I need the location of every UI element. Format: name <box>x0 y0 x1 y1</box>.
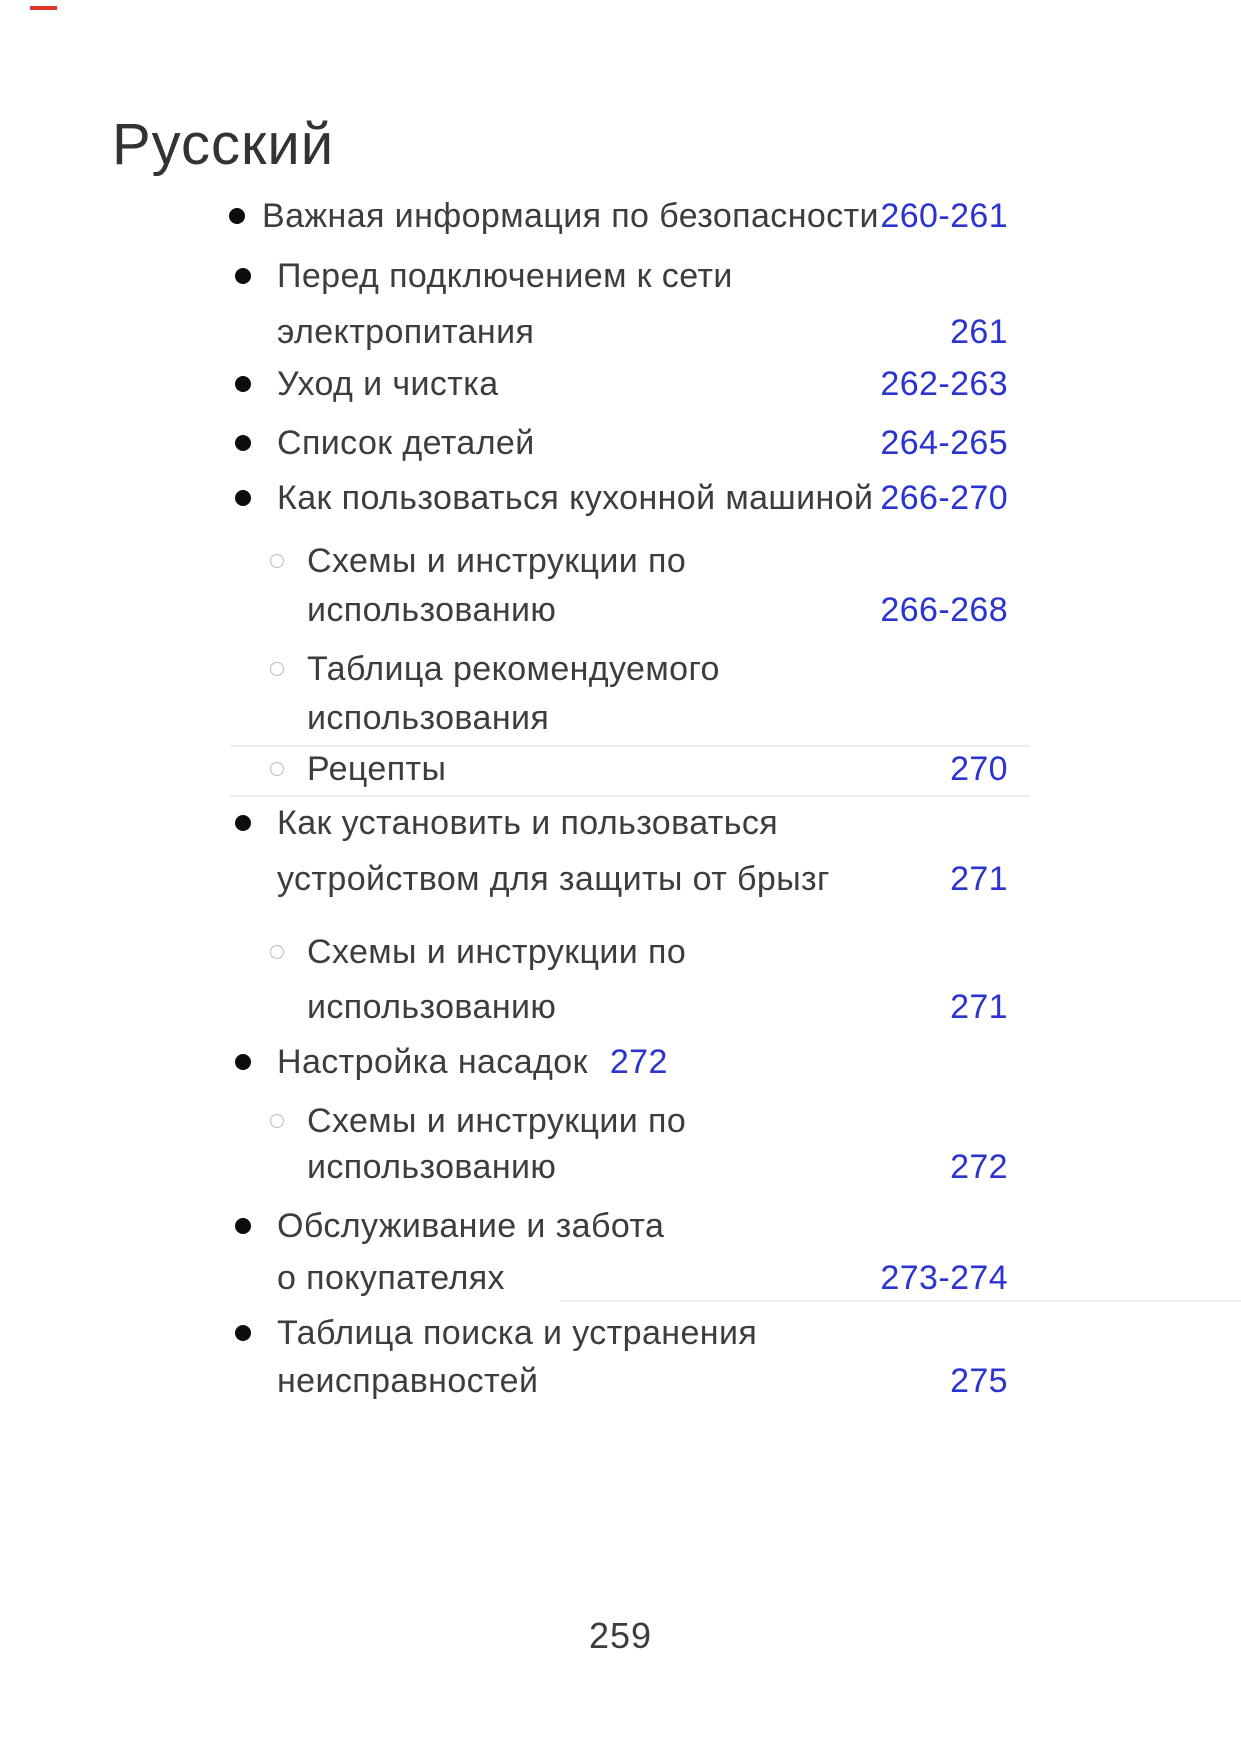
toc-page-number: 272 <box>950 1147 1008 1186</box>
toc-entry-label: использования <box>307 698 550 737</box>
toc-entry-label: Настройка насадок <box>277 1042 588 1081</box>
toc-entry-label: использованию <box>307 590 557 629</box>
toc-page-number: 266-268 <box>880 590 1008 629</box>
toc-entry-label: Рецепты <box>307 749 447 788</box>
toc-row <box>307 533 1008 589</box>
circle-bullet-icon <box>270 554 284 568</box>
toc-page-number: 275 <box>950 1361 1008 1400</box>
toc-entry-label: Перед подключением к сети <box>277 256 733 295</box>
toc-entry-label: о покупателях <box>277 1258 505 1297</box>
bullet-icon <box>235 1054 251 1070</box>
bullet-icon <box>235 1218 251 1234</box>
toc-row <box>277 1250 1008 1306</box>
toc-entry-label: Таблица рекомендуемого <box>307 649 720 688</box>
toc-row <box>277 1034 1008 1090</box>
toc-row <box>307 924 1008 980</box>
toc-entry-label: Схемы и инструкции по <box>307 1101 687 1140</box>
toc-entry-label: электропитания <box>277 312 535 351</box>
bullet-icon <box>229 208 245 224</box>
toc-row <box>307 690 1008 746</box>
bullet-icon <box>235 268 251 284</box>
toc-row <box>277 415 1008 471</box>
toc-entry-label: Как пользоваться кухонной машиной <box>277 478 874 517</box>
toc-entry-label: Схемы и инструкции по <box>307 932 687 971</box>
toc-page-number: 266-270 <box>880 478 1008 517</box>
circle-bullet-icon <box>270 762 284 776</box>
toc-page-number: 271 <box>950 987 1008 1026</box>
toc-row <box>277 795 1008 851</box>
toc-entry-label: неисправностей <box>277 1361 539 1400</box>
toc-row <box>277 1198 1008 1254</box>
toc-row <box>277 304 1008 360</box>
toc-entry-label: Таблица поиска и устранения <box>277 1313 758 1352</box>
toc-row <box>277 248 1008 304</box>
top-left-red-mark <box>30 6 57 10</box>
bullet-icon <box>235 435 251 451</box>
circle-bullet-icon <box>270 1114 284 1128</box>
toc-entry-label: использованию <box>307 1147 557 1186</box>
separator-line <box>230 745 1030 747</box>
toc-row <box>307 641 1008 697</box>
toc-row <box>277 470 1008 526</box>
toc-row <box>277 851 1008 907</box>
toc-entry-label: устройством для защиты от брызг <box>277 859 830 898</box>
bullet-icon <box>235 490 251 506</box>
circle-bullet-icon <box>270 662 284 676</box>
page-title: Русский <box>112 112 335 177</box>
toc-page-number: 262-263 <box>880 364 1008 403</box>
toc-page-number: 271 <box>950 859 1008 898</box>
footer-page-number: 259 <box>588 1615 653 1656</box>
toc-page-number: 272 <box>609 1042 668 1081</box>
toc-row <box>277 356 1008 412</box>
toc-page-number: 270 <box>950 749 1008 788</box>
bullet-icon <box>235 1325 251 1341</box>
toc-entry-label: Уход и чистка <box>277 364 499 403</box>
bullet-icon <box>235 815 251 831</box>
toc-row <box>277 1353 1008 1409</box>
toc-entry-label: Как установить и пользоваться <box>277 803 779 842</box>
toc-page-number: 261 <box>950 312 1008 351</box>
toc-row <box>262 188 1008 244</box>
toc-row <box>307 1139 1008 1195</box>
separator-line <box>230 795 1030 797</box>
toc-page-number: 273-274 <box>880 1258 1008 1297</box>
toc-row <box>307 582 1008 638</box>
toc-entry-label: Важная информация по безопасности <box>262 196 879 235</box>
toc-row <box>307 741 1008 797</box>
circle-bullet-icon <box>270 945 284 959</box>
toc-row <box>307 979 1008 1035</box>
separator-line <box>560 1300 1241 1302</box>
toc-entry-label: Список деталей <box>277 423 535 462</box>
toc-entry-label: Схемы и инструкции по <box>307 541 687 580</box>
toc-entry-label: использованию <box>307 987 557 1026</box>
toc-entry-label: Обслуживание и забота <box>277 1206 665 1245</box>
toc-page-number: 260-261 <box>880 196 1008 235</box>
bullet-icon <box>235 376 251 392</box>
toc-page-number: 264-265 <box>880 423 1008 462</box>
